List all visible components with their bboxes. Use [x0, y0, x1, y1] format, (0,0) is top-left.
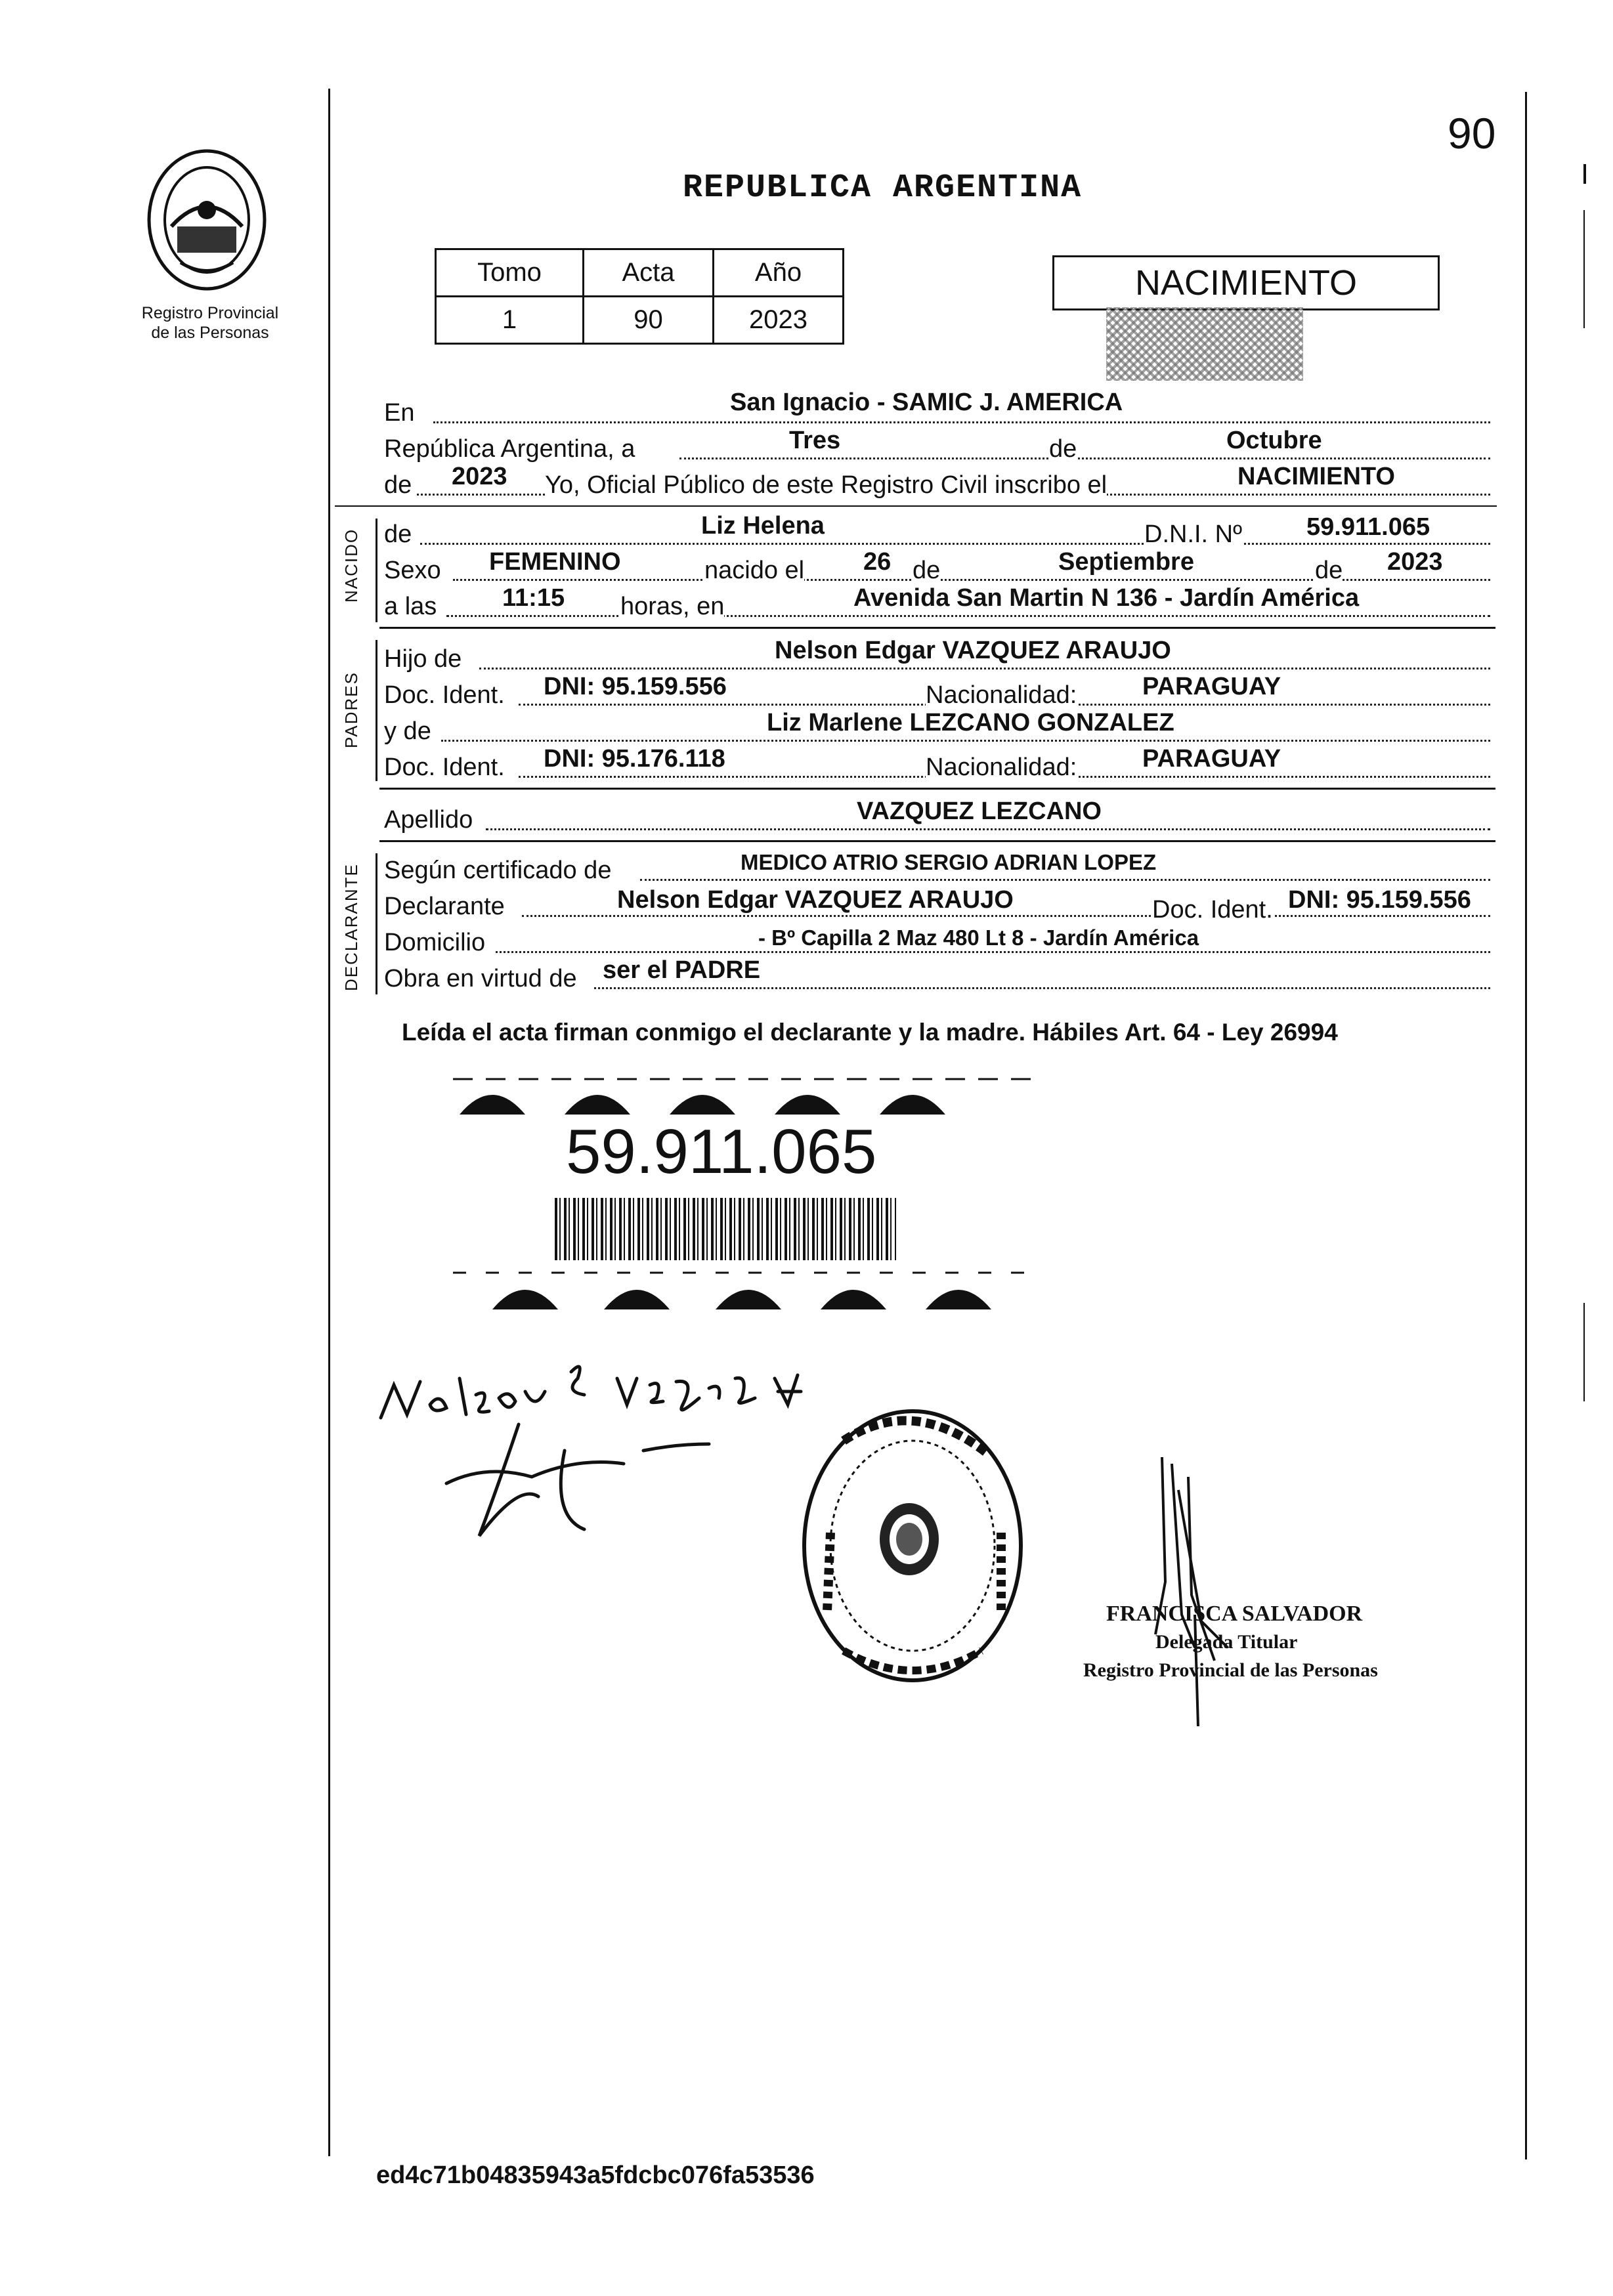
hospital-stamp-icon — [791, 1401, 1034, 1690]
label-doc-ident-father: Doc. Ident. — [384, 681, 505, 709]
label-nacionalidad-father: Nacionalidad: — [926, 681, 1077, 709]
label-inscribo: Yo, Oficial Público de este Registro Civil inscribo el — [545, 471, 1108, 499]
label-de-month: de — [913, 557, 941, 584]
section-bracket — [376, 640, 377, 781]
dotted-line — [441, 740, 1490, 742]
label-nacionalidad-mother: Nacionalidad: — [926, 754, 1077, 781]
label-declarante: Declarante — [384, 893, 505, 920]
section-bracket — [376, 853, 377, 994]
dni-sticker-border-top — [453, 1075, 1031, 1116]
section-divider — [379, 840, 1495, 842]
value-month: Octubre — [1226, 427, 1322, 454]
dni-sticker-number: 59.911.065 — [566, 1116, 877, 1187]
register-header-tomo: Tomo — [436, 249, 584, 297]
org-label-line2: de las Personas — [151, 324, 269, 342]
value-birth-year: 2023 — [1387, 548, 1443, 576]
value-apellido: VAZQUEZ LEZCANO — [857, 797, 1102, 825]
register-header-row — [436, 249, 844, 297]
section-divider — [379, 788, 1495, 790]
value-mother-name: Liz Marlene LEZCANO GONZALEZ — [767, 709, 1174, 736]
register-value-acta: 90 — [584, 297, 714, 344]
value-father-nationality: PARAGUAY — [1142, 673, 1281, 700]
value-birth-month: Septiembre — [1058, 548, 1194, 576]
label-hijo-de: Hijo de — [384, 645, 462, 673]
section-label-declarante: DECLARANTE — [341, 863, 361, 991]
value-declarante-doc: DNI: 95.159.556 — [1288, 886, 1471, 914]
value-child-dni: 59.911.065 — [1306, 513, 1430, 541]
scan-mark — [1583, 164, 1586, 184]
right-margin-line — [1525, 92, 1527, 2159]
official-role: Delegada Titular — [1155, 1631, 1298, 1653]
value-place: San Ignacio - SAMIC J. AMERICA — [730, 389, 1123, 416]
value-sexo: FEMENINO — [489, 548, 621, 576]
value-birth-time: 11:15 — [502, 584, 565, 612]
label-a-las: a las — [384, 593, 437, 620]
value-declarante-name: Nelson Edgar VAZQUEZ ARAUJO — [617, 886, 1014, 914]
dotted-line — [486, 828, 1490, 830]
value-obra: ser el PADRE — [603, 956, 761, 984]
document-title: REPUBLICA ARGENTINA — [683, 169, 1083, 207]
value-act: NACIMIENTO — [1237, 463, 1395, 490]
label-domicilio: Domicilio — [384, 929, 486, 956]
value-domicilio: - Bº Capilla 2 Maz 480 Lt 8 - Jardín América — [758, 925, 1199, 950]
label-de: de — [1049, 435, 1077, 463]
value-birth-address: Avenida San Martin N 136 - Jardín América — [853, 584, 1360, 612]
page-number: 90 — [1448, 109, 1496, 158]
dotted-line — [640, 879, 1490, 881]
document-hash: ed4c71b04835943a5fdcbc076fa53536 — [376, 2161, 815, 2189]
org-label-line1: Registro Provincial — [141, 304, 279, 322]
register-header-acta: Acta — [584, 249, 714, 297]
label-certificado: Según certificado de — [384, 857, 612, 884]
dotted-line — [479, 668, 1490, 670]
label-nacido-el: nacido el — [704, 557, 805, 584]
scan-mark — [1583, 1303, 1585, 1401]
label-republica: República Argentina, a — [384, 435, 635, 463]
value-child-name: Liz Helena — [701, 512, 825, 540]
register-value-anio: 2023 — [714, 297, 844, 344]
dni-sticker-border-bottom — [453, 1270, 1031, 1311]
closing-statement: Leída el acta firman conmigo el declarante y la madre. Hábiles Art. 64 - Ley 26994 — [402, 1019, 1338, 1046]
dotted-line — [594, 987, 1490, 989]
dotted-line — [522, 915, 1490, 917]
label-doc-ident-mother: Doc. Ident. — [384, 754, 505, 781]
org-label — [118, 303, 302, 343]
label-obra: Obra en virtud de — [384, 965, 577, 992]
value-day: Tres — [789, 427, 841, 454]
section-divider — [335, 505, 1497, 507]
label-de-birth-year: de — [1315, 557, 1343, 584]
label-doc-ident-declarante: Doc. Ident. — [1152, 896, 1273, 924]
scan-mark — [1583, 210, 1585, 328]
label-en: En — [384, 399, 415, 427]
value-father-doc: DNI: 95.159.556 — [544, 673, 727, 700]
official-name: FRANCISCA SALVADOR — [1106, 1602, 1363, 1626]
label-horas-en: horas, en — [620, 593, 725, 620]
official-org: Registro Provincial de las Personas — [1083, 1659, 1378, 1681]
dotted-line — [433, 421, 1490, 423]
label-de-year: de — [384, 471, 412, 499]
value-certificado: MEDICO ATRIO SERGIO ADRIAN LOPEZ — [741, 850, 1157, 874]
value-birth-day: 26 — [863, 548, 892, 576]
section-bracket — [376, 519, 377, 622]
label-nacido-de: de — [384, 521, 412, 548]
register-header-anio: Año — [714, 249, 844, 297]
register-value-tomo: 1 — [436, 297, 584, 344]
register-table — [435, 248, 844, 345]
record-type-box: NACIMIENTO — [1052, 255, 1440, 310]
dotted-line — [496, 951, 1490, 953]
label-apellido: Apellido — [384, 806, 473, 834]
province-seal-icon — [141, 148, 272, 299]
dotted-line — [446, 615, 1490, 617]
left-margin-line — [328, 89, 330, 2156]
section-label-nacido: NACIDO — [341, 528, 361, 603]
dni-barcode — [555, 1198, 896, 1260]
official-signature — [1142, 1451, 1247, 1726]
section-label-padres: PADRES — [341, 671, 361, 748]
value-year: 2023 — [452, 463, 507, 490]
label-dni: D.N.I. Nº — [1144, 521, 1242, 548]
dotted-line — [420, 543, 1490, 545]
value-father-name: Nelson Edgar VAZQUEZ ARAUJO — [775, 637, 1171, 664]
value-mother-doc: DNI: 95.176.118 — [544, 745, 725, 773]
dotted-line — [679, 457, 1490, 459]
section-divider — [379, 627, 1495, 629]
security-hatch-pattern — [1106, 307, 1303, 381]
label-sexo: Sexo — [384, 557, 441, 584]
label-y-de: y de — [384, 717, 431, 745]
register-value-row — [436, 297, 844, 344]
value-mother-nationality: PARAGUAY — [1142, 745, 1281, 773]
